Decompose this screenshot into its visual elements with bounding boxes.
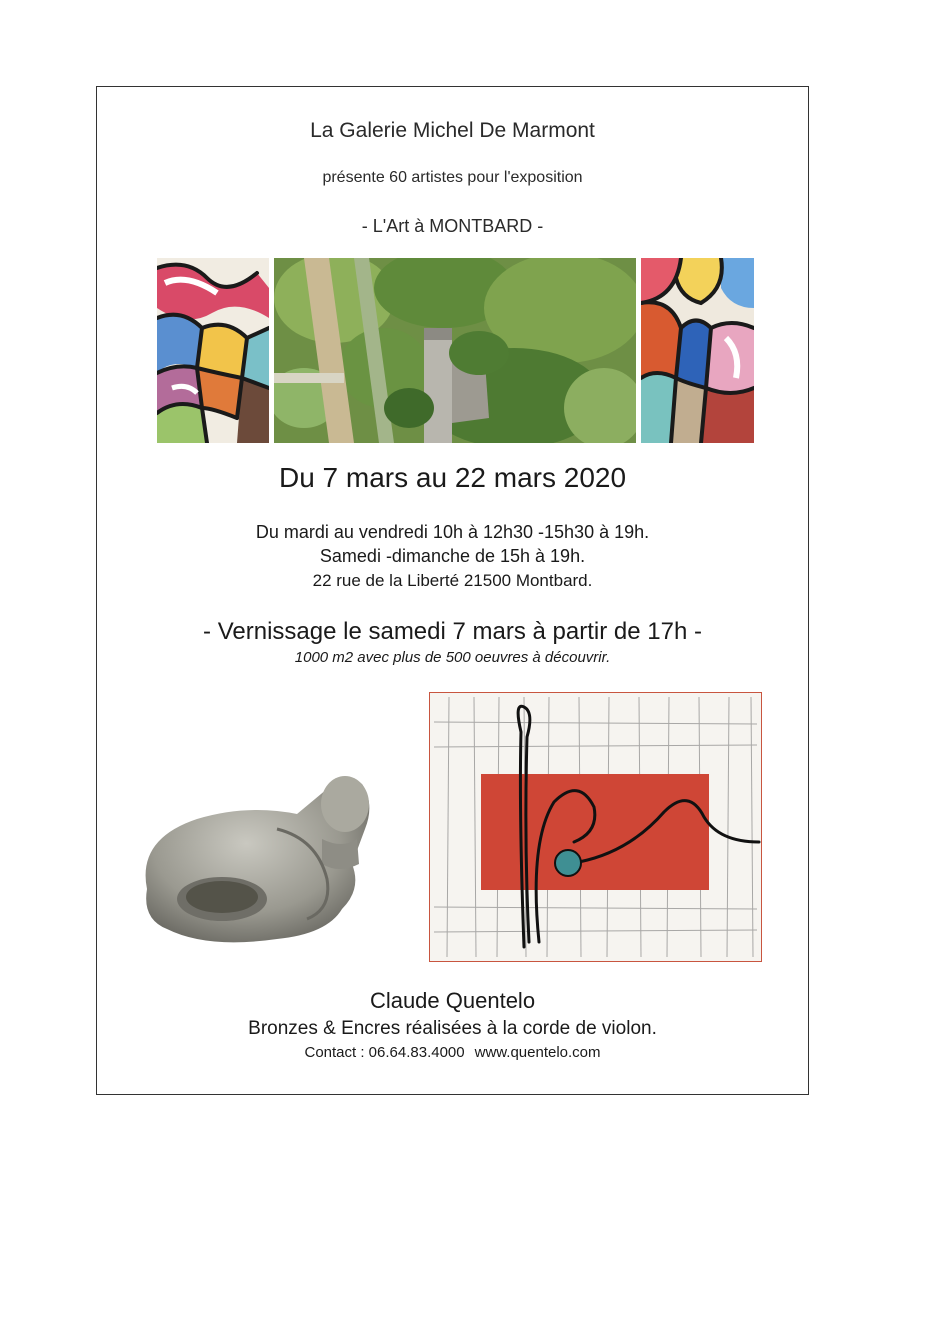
weekend-hours: Samedi -dimanche de 15h à 19h. [319, 546, 586, 566]
poster-frame [96, 86, 809, 1095]
artist-name: Claude Quentelo [369, 988, 536, 1013]
bronze-sculpture-crouching-figure [127, 769, 377, 954]
opening-reception: - Vernissage le samedi 7 mars à partir de 17h - [203, 618, 702, 645]
gallery-address: 22 rue de la Liberté 21500 Montbard. [312, 571, 593, 590]
abstract-painting-right [641, 258, 754, 443]
website-link[interactable]: www.quentelo.com [474, 1044, 601, 1061]
exhibition-dates: Du 7 mars au 22 mars 2020 [278, 462, 627, 493]
aerial-photo-montbard [274, 258, 636, 443]
exhibition-title: - L'Art à MONTBARD - [361, 216, 544, 236]
presents-line: présente 60 artistes pour l'exposition [322, 169, 583, 186]
artist-contact [97, 1044, 808, 1061]
abstract-painting-left [157, 258, 269, 443]
contact-phone: Contact : 06.64.83.4000 [304, 1044, 465, 1061]
weekday-hours: Du mardi au vendredi 10h à 12h30 -15h30 à 19h. [255, 522, 650, 542]
exhibition-surface: 1000 m2 avec plus de 500 oeuvres à découvrir. [294, 649, 611, 666]
artist-tagline: Bronzes & Encres réalisées à la corde de violon. [248, 1018, 657, 1039]
ink-painting-red-rectangle [429, 692, 762, 962]
gallery-name: La Galerie Michel De Marmont [310, 119, 595, 142]
